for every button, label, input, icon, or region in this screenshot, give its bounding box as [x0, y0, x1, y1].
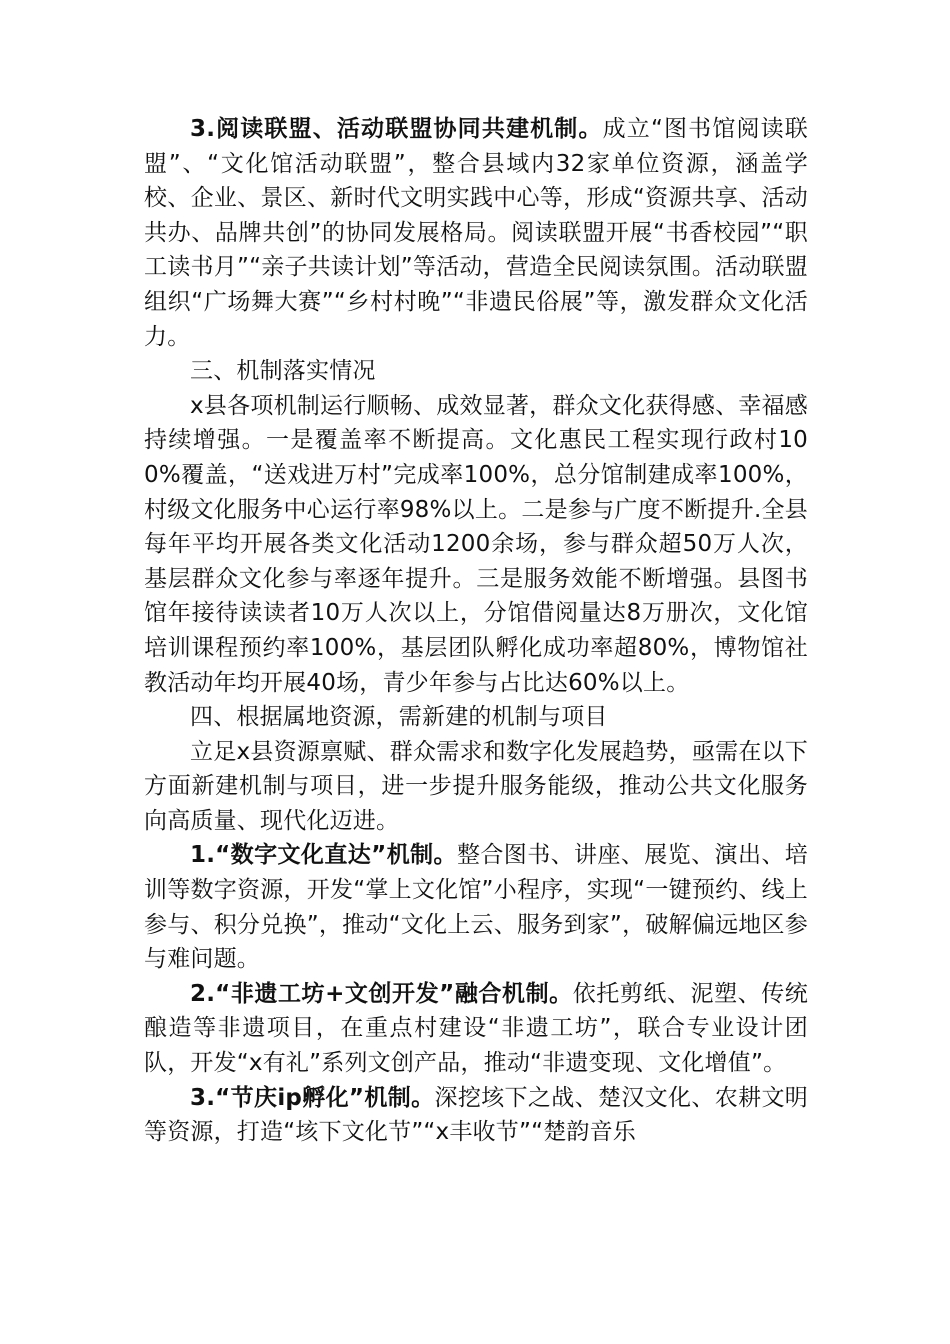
paragraph-intangible-heritage	[144, 977, 808, 1081]
paragraph-implementation-results: x县各项机制运行顺畅、成效显著，群众文化获得感、幸福感持续增强。一是覆盖率不断提高。文化惠民工程实现行政村100%覆盖，“送戏进万村”完成率100%，总分馆制建成率100%，村级文化服务中心运行率98%以上。二是参与广度不断提升.全县每年平均开展各类文化活动1200余场，参与群众超50万人次，基层群众文化参与率逐年提升。三是服务效能不断增强。县图书馆年接待读读者10万人次以上，分馆借阅量达8万册次，文化馆培训课程预约率100%，基层团队孵化成功率超80%，博物馆社教活动年均开展40场，青少年参与占比达60%以上。	[144, 392, 808, 696]
paragraph-text: 成立“图书馆阅读联盟”、“文化馆活动联盟”，整合县域内32家单位资源，涵盖学校、企业、景区、新时代文明实践中心等，形成“资源共享、活动共办、品牌共创”的协同发展格局。阅读联盟开展“书香校园”“职工读书月”“亲子共读计划”等活动，营造全民阅读氛围。活动联盟组织“广场舞大赛”“乡村村晚”“非遗民俗展”等，激发群众文化活力。	[144, 116, 809, 350]
paragraph-reading-alliance	[144, 112, 808, 354]
paragraph-text: 深挖垓下之战、楚汉文化、农耕文明等资源，打造“垓下文化节”“x丰收节”“楚韵音乐	[144, 1084, 809, 1146]
item-title: 1.“数字文化直达”机制。	[190, 842, 457, 869]
section-heading-implementation: 三、机制落实情况	[190, 358, 376, 385]
item-title: 3.“节庆ip孵化”机制。	[190, 1084, 435, 1111]
item-title: 3.阅读联盟、活动联盟协同共建机制。	[190, 116, 603, 142]
paragraph-text: 依托剪纸、泥塑、传统酿造等非遗项目，在重点村建设“非遗工坊”，联合专业设计团队，开发“x有礼”系列文创产品，推动“非遗变现、文化增值”。	[144, 980, 808, 1077]
section-heading-new-mechanisms: 四、根据属地资源，需新建的机制与项目	[190, 704, 608, 731]
paragraph-text: 整合图书、讲座、展览、演出、培训等数字资源，开发“掌上文化馆”小程序，实现“一键预约、线上参与、积分兑换”，推动“文化上云、服务到家”，破解偏远地区参与难问题。	[144, 842, 809, 973]
paragraph-new-mechanisms-intro: 立足x县资源禀赋、群众需求和数字化发展趋势，亟需在以下方面新建机制与项目，进一步提升服务能级，推动公共文化服务向高质量、现代化迈进。	[144, 738, 808, 834]
paragraph-digital-culture	[144, 838, 808, 976]
paragraph-festival-ip	[144, 1081, 808, 1150]
document-page	[144, 112, 808, 1150]
item-title: 2.“非遗工坊+文创开发”融合机制。	[190, 980, 573, 1007]
